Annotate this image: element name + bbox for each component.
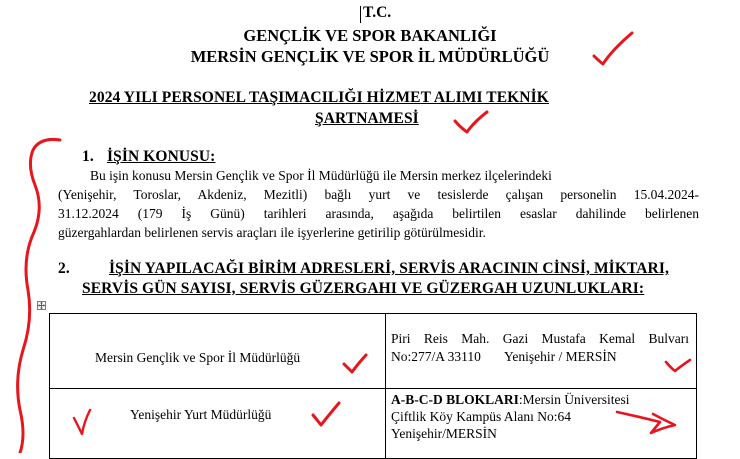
address-line2: Çiftlik Köy Kampüs Alanı No:64 — [391, 409, 571, 424]
table-row — [50, 389, 697, 459]
section1-number: 1. — [82, 148, 94, 165]
unit-name: Yenişehir Yurt Müdürlüğü — [130, 407, 272, 422]
address-block-label: A-B-C-D BLOKLARI — [391, 392, 519, 407]
section2-heading-line2: SERVİS GÜN SAYISI, SERVİS GÜZERGAHI VE GÜZERGAH UZUNLUKLARI: — [82, 280, 645, 297]
address-line2: No:277/A 33110 Yenişehir / MERSİN — [391, 349, 617, 364]
header-directorate: MERSİN GENÇLİK VE SPOR İL MÜDÜRLÜĞÜ — [190, 47, 550, 66]
text-cursor — [360, 6, 361, 23]
table-cell-unit — [50, 314, 386, 389]
section1-line1: Bu işin konusu Mersin Gençlik ve Spor İl Müdürlüğü ile Mersin merkez ilçelerindeki — [90, 168, 552, 183]
header-tc: T.C. — [363, 4, 392, 21]
section1-line2: (Yenişehir, Toroslar, Akdeniz, Mezitli) bağlı yurt ve tesislerde çalışan personelin 15.04.2024- — [58, 187, 699, 202]
unit-name: Mersin Gençlik ve Spor İl Müdürlüğü — [95, 350, 301, 365]
section2-number: 2. — [58, 260, 70, 277]
document-title-line2: ŞARTNAMESİ — [315, 110, 419, 127]
table-cell-address — [386, 314, 697, 389]
section1-heading: İŞİN KONUSU: — [107, 148, 216, 165]
header-ministry: GENÇLİK VE SPOR BAKANLIĞI — [243, 26, 497, 45]
address-line1: Piri Reis Mah. Gazi Mustafa Kemal Bulvarı — [391, 331, 689, 346]
section1-line4: güzergahlardan belirlenen servis araçları ile işyerlerine getirilip götürülmesidir. — [58, 225, 486, 240]
document-title-line1: 2024 YILI PERSONEL TAŞIMACILIĞI HİZMET ALIMI TEKNİK — [89, 89, 549, 106]
section1-line3: 31.12.2024 (179 İş Günü) tarihleri arasında, aşağıda belirtilen esaslar dahilinde belirlenen — [58, 206, 699, 221]
table-move-handle-icon[interactable] — [37, 301, 46, 310]
section2-heading-line1: İŞİN YAPILACAĞI BİRİM ADRESLERİ, SERVİS ARACININ CİNSİ, MİKTARI, — [109, 260, 669, 277]
unit-address-table — [49, 313, 697, 459]
check-mark-icon — [455, 112, 487, 132]
address-line3: Yenişehir/MERSİN — [391, 426, 497, 441]
table-cell-unit — [50, 389, 386, 459]
address-line1 — [391, 392, 630, 408]
table-row — [50, 314, 697, 389]
table-cell-address — [386, 389, 697, 459]
address-line1-rest: :Mersin Üniversitesi — [518, 392, 630, 407]
